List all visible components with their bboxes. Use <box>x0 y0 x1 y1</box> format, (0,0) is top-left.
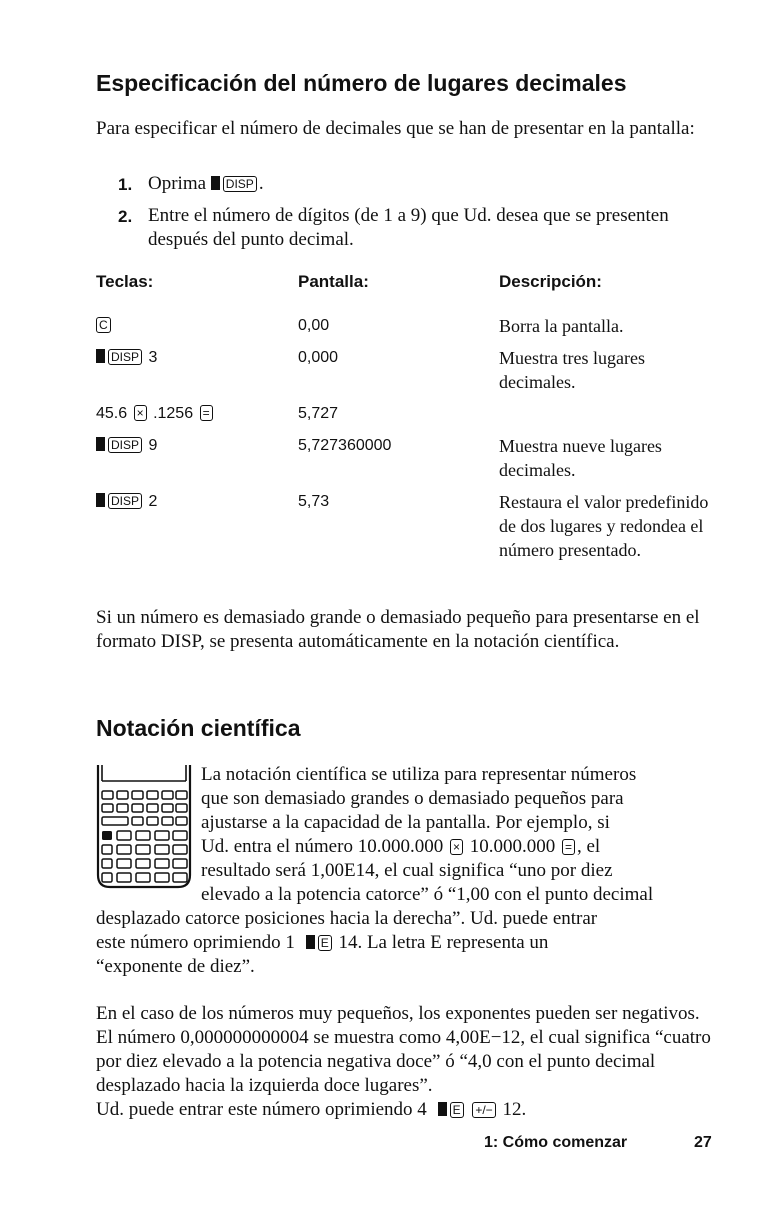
table-row-keys <box>96 490 157 514</box>
table-row-description: Borra la pantalla. <box>499 316 624 336</box>
sci-paragraph-line <box>96 931 716 955</box>
exponent-key: E <box>450 1102 464 1118</box>
table-row-display: 0,000 <box>298 349 339 366</box>
shift-key-icon <box>438 1102 447 1116</box>
overflow-note: Si un número es demasiado grande o demasiado pequeño para presentarse en el formato DISP, se presenta automáticamente en la notación científica. <box>96 607 700 652</box>
sci-paragraph-line: que son demasiado grandes o demasiado pequeños para <box>201 788 624 809</box>
table-row-display: 5,727 <box>298 405 339 422</box>
operand: .1256 <box>153 405 194 422</box>
table-row-description: Restaura el valor predefinido de dos lugares y redondea el número presentado. <box>499 492 709 560</box>
section-title-scientific: Notación científica <box>96 715 301 741</box>
sci-paragraph-line: elevado a la potencia catorce” ó “1,00 con el punto decimal <box>201 884 654 905</box>
footer-chapter: 1: Cómo comenzar <box>484 1134 628 1151</box>
equals-key: = <box>200 405 213 421</box>
text: Ud. entra el número 10.000.000 <box>201 836 444 857</box>
text: Ud. puede entrar este número oprimiendo 4 <box>96 1099 427 1120</box>
col-header-description: Descripción: <box>499 272 602 291</box>
negative-exponent-paragraph: En el caso de los números muy pequeños, los exponentes pueden ser negativos. El número 0,000000000004 se muestra como 4,00E−12, el cual significa “cuatro por diez elevado a la potencia negativa doce” ó “4,0 con el punto decimal desplazado hacia la izquierda doce lugares”. <box>96 1003 711 1096</box>
text: 12. <box>502 1099 527 1120</box>
equals-key: = <box>562 839 575 855</box>
section-title: Especificación del número de lugares decimales <box>96 70 627 96</box>
clear-key: C <box>96 317 111 333</box>
table-row-display: 5,727360000 <box>298 437 392 454</box>
disp-key: DISP <box>223 176 257 192</box>
shift-key-icon <box>96 493 105 507</box>
text: , el <box>576 836 601 857</box>
multiply-key: × <box>450 839 463 855</box>
exponent-key: E <box>318 935 332 951</box>
col-header-keys: Teclas: <box>96 272 154 291</box>
text: 14. La letra E representa un <box>338 932 549 953</box>
step-text: Entre el número de dígitos (de 1 a 9) que Ud. desea que se presenten después del punto decimal. <box>148 205 669 250</box>
digit: 9 <box>148 437 158 454</box>
table-row-display: 5,73 <box>298 493 330 510</box>
negative-exponent-last-line <box>96 1098 716 1122</box>
shift-key-icon <box>96 349 105 363</box>
digit: 2 <box>148 493 158 510</box>
step-number: 1. <box>118 175 133 194</box>
table-row-keys <box>96 314 113 338</box>
intro-paragraph: Para especificar el número de decimales que se han de presentar en la pantalla: <box>96 118 695 139</box>
operand: 45.6 <box>96 405 128 422</box>
step-number: 2. <box>118 207 133 226</box>
disp-key: DISP <box>108 493 142 509</box>
table-row-keys <box>96 434 157 458</box>
shift-key-icon <box>211 176 220 190</box>
text: 10.000.000 <box>469 836 556 857</box>
table-row-keys <box>96 402 215 426</box>
sci-paragraph-line: desplazado catorce posiciones hacia la derecha”. Ud. puede entrar <box>96 908 598 929</box>
disp-key: DISP <box>108 349 142 365</box>
step-text: Oprima <box>148 173 207 194</box>
sci-paragraph-line: La notación científica se utiliza para representar números <box>201 764 637 785</box>
table-row-keys <box>96 346 157 370</box>
col-header-display: Pantalla: <box>298 272 369 291</box>
step-2 <box>118 204 718 252</box>
multiply-key: × <box>134 405 147 421</box>
text: este número oprimiendo 1 <box>96 932 295 953</box>
digit: 3 <box>148 349 158 366</box>
sci-paragraph-line <box>201 835 716 859</box>
sci-paragraph-line: “exponente de diez”. <box>96 956 255 977</box>
calculator-icon <box>96 763 192 893</box>
disp-key: DISP <box>108 437 142 453</box>
step-1 <box>118 172 718 196</box>
shift-key-icon <box>306 935 315 949</box>
step-text-end: . <box>258 173 264 194</box>
change-sign-key: +/− <box>472 1102 495 1118</box>
sci-paragraph-line: resultado será 1,00E14, el cual significa “uno por diez <box>201 860 613 881</box>
table-row-display: 0,00 <box>298 317 330 334</box>
page-number: 27 <box>694 1134 712 1151</box>
table-row-description: Muestra tres lugares decimales. <box>499 348 645 392</box>
sci-paragraph-line: ajustarse a la capacidad de la pantalla. Por ejemplo, si <box>201 812 610 833</box>
shift-key-icon <box>96 437 105 451</box>
table-row-description: Muestra nueve lugares decimales. <box>499 436 662 480</box>
